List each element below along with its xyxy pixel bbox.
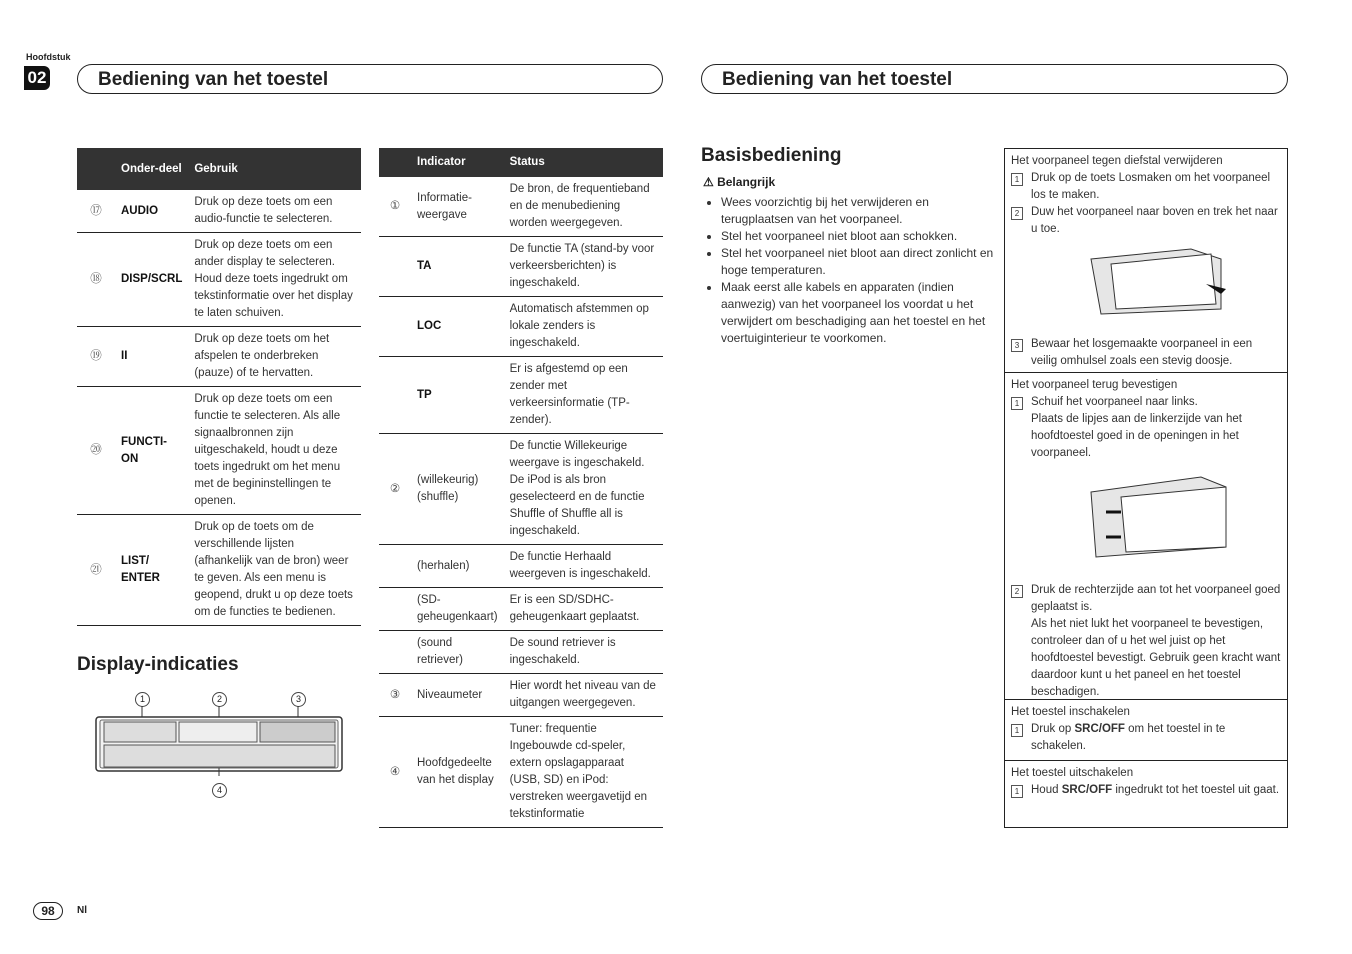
callout-3: 3 [291, 692, 306, 707]
language-code: Nl [77, 905, 87, 916]
table-row: TP Er is afgestemd op een zender met verkeersinformatie (TP-zender). [379, 357, 663, 434]
list-item: • Maak eerst alle kabels en apparaten (indien aanwezig) van het voorpaneel los voordat u het verwijdert om beschadiging aan het toestel en het voertuiginterieur te voorkomen. [721, 279, 1001, 347]
power-off-section: Het toestel uitschakelen 1 Houd SRC/OFF ingedrukt tot het toestel uit gaat. [1011, 767, 1280, 796]
table-row: (sound retriever) De sound retriever is ingeschakeld. [379, 631, 663, 674]
remove-section: Het voorpaneel tegen diefstal verwijderen 1 Druk op de toets Losmaken om het voorpaneel los te maken. 2 Duw het voorpaneel naar boven en trek het naar u toe. 3 Bewaar het losgemaakte voorpaneel in een veilig omhulsel zoals een stevig doosje. [1005, 149, 1287, 373]
power-on-section: Het toestel inschakelen 1 Druk op SRC/OFF om het toestel in te schakelen. [1005, 700, 1287, 761]
procedure-box [1004, 148, 1288, 828]
bullet-list [703, 194, 1001, 347]
list-item: • Wees voorzichtig bij het verwijderen en terugplaatsen van het voorpaneel. [721, 194, 1001, 228]
chapter-label: Hoofdstuk [26, 52, 71, 62]
basis-title: Basisbediening [701, 145, 842, 166]
page-number: 98 [33, 902, 63, 920]
attach-section: Het voorpaneel terug bevestigen 1 Schuif het voorpaneel naar links. Plaats de lipjes aan de linkerzijde van het hoofdtoestel goed in de openingen in het voorpaneel. 2 Druk de rechterzijde aan tot het voorpaneel goed geplaatst is. Als het niet lukt het voorpaneel te bevestigen, controleer dan of u het wel juist op het hoofdtoestel bevestigt. Gebruik geen kracht want daardoor kunt u het paneel en het toestel beschadigen. [1005, 373, 1287, 700]
callout-4: 4 [212, 783, 227, 798]
table-row: ② (willekeurig) (shuffle) De functie Willekeurige weergave is ingeschakeld. De iPod is als bron geselecteerd en de functie Shuffle of Shuffle all is ingeschakeld. [379, 434, 663, 545]
warning-icon: ⚠ [703, 175, 718, 189]
remove-illustration [1081, 244, 1281, 336]
table-row: ⑲ II Druk op deze toets om het afspelen te onderbreken (pauze) of te hervatten. [77, 327, 361, 387]
indicator-table [379, 148, 663, 828]
list-item: • Stel het voorpaneel niet bloot aan direct zonlicht en hoge temperaturen. [721, 245, 1001, 279]
table-row: (herhalen) De functie Herhaald weergeven is ingeschakeld. [379, 545, 663, 588]
callout-2: 2 [212, 692, 227, 707]
display-section-title: Display-indicaties [77, 654, 239, 675]
table-row: ⑰ AUDIO Druk op deze toets om een audio-functie te selecteren. [77, 190, 361, 233]
table-row: (SD-geheugenkaart) Er is een SD/SDHC-geheugenkaart geplaatst. [379, 588, 663, 631]
important-note: ⚠ Belangrijk [703, 175, 776, 189]
table-row: ④ Hoofdgedeelte van het display Tuner: frequentie Ingebouwde cd-speler, extern opslagapparaat (USB, SD) en iPod: verstreken weergavetijd en tekstinformatie [379, 717, 663, 828]
display-illustration [94, 706, 344, 776]
table-row: ㉑ LIST/ ENTER Druk op de toets om de verschillende lijsten (afhankelijk van de bron) weer te geven. Als een menu is geopend, drukt u op deze toets om de functies te bedienen. [77, 515, 361, 626]
column-header: Onder-deel [115, 148, 188, 190]
callout-1: 1 [135, 692, 150, 707]
table-row: ⑱ DISP/SCRL Druk op deze toets om een ander display te selecteren. Houd deze toets ingedrukt om tekstinformatie over het display te laten schuiven. [77, 233, 361, 327]
table-row: TA De functie TA (stand-by voor verkeersberichten) is ingeschakeld. [379, 237, 663, 297]
table-row: ③ Niveaumeter Hier wordt het niveau van de uitgangen weergegeven. [379, 674, 663, 717]
page-title-left: Bediening van het toestel [77, 64, 663, 94]
attach-illustration [1081, 472, 1281, 582]
chapter-number: 02 [24, 66, 50, 90]
page-title-right: Bediening van het toestel [701, 64, 1288, 94]
column-header: Status [504, 148, 663, 177]
column-header: Gebruik [188, 148, 361, 190]
controls-table [77, 148, 361, 626]
table-row: ⑳ FUNCTI-ON Druk op deze toets om een functie te selecteren. Als alle signaalbronnen zijn uitgeschakeld, houdt u deze toets ingedrukt om het menu met de begininstellingen te openen. [77, 387, 361, 515]
table-row: ① Informatie-weergave De bron, de frequentieband en de menubediening worden weergegeven. [379, 177, 663, 237]
list-item: • Stel het voorpaneel niet bloot aan schokken. [721, 228, 1001, 245]
column-header: Indicator [411, 148, 504, 177]
table-row: LOC Automatisch afstemmen op lokale zenders is ingeschakeld. [379, 297, 663, 357]
